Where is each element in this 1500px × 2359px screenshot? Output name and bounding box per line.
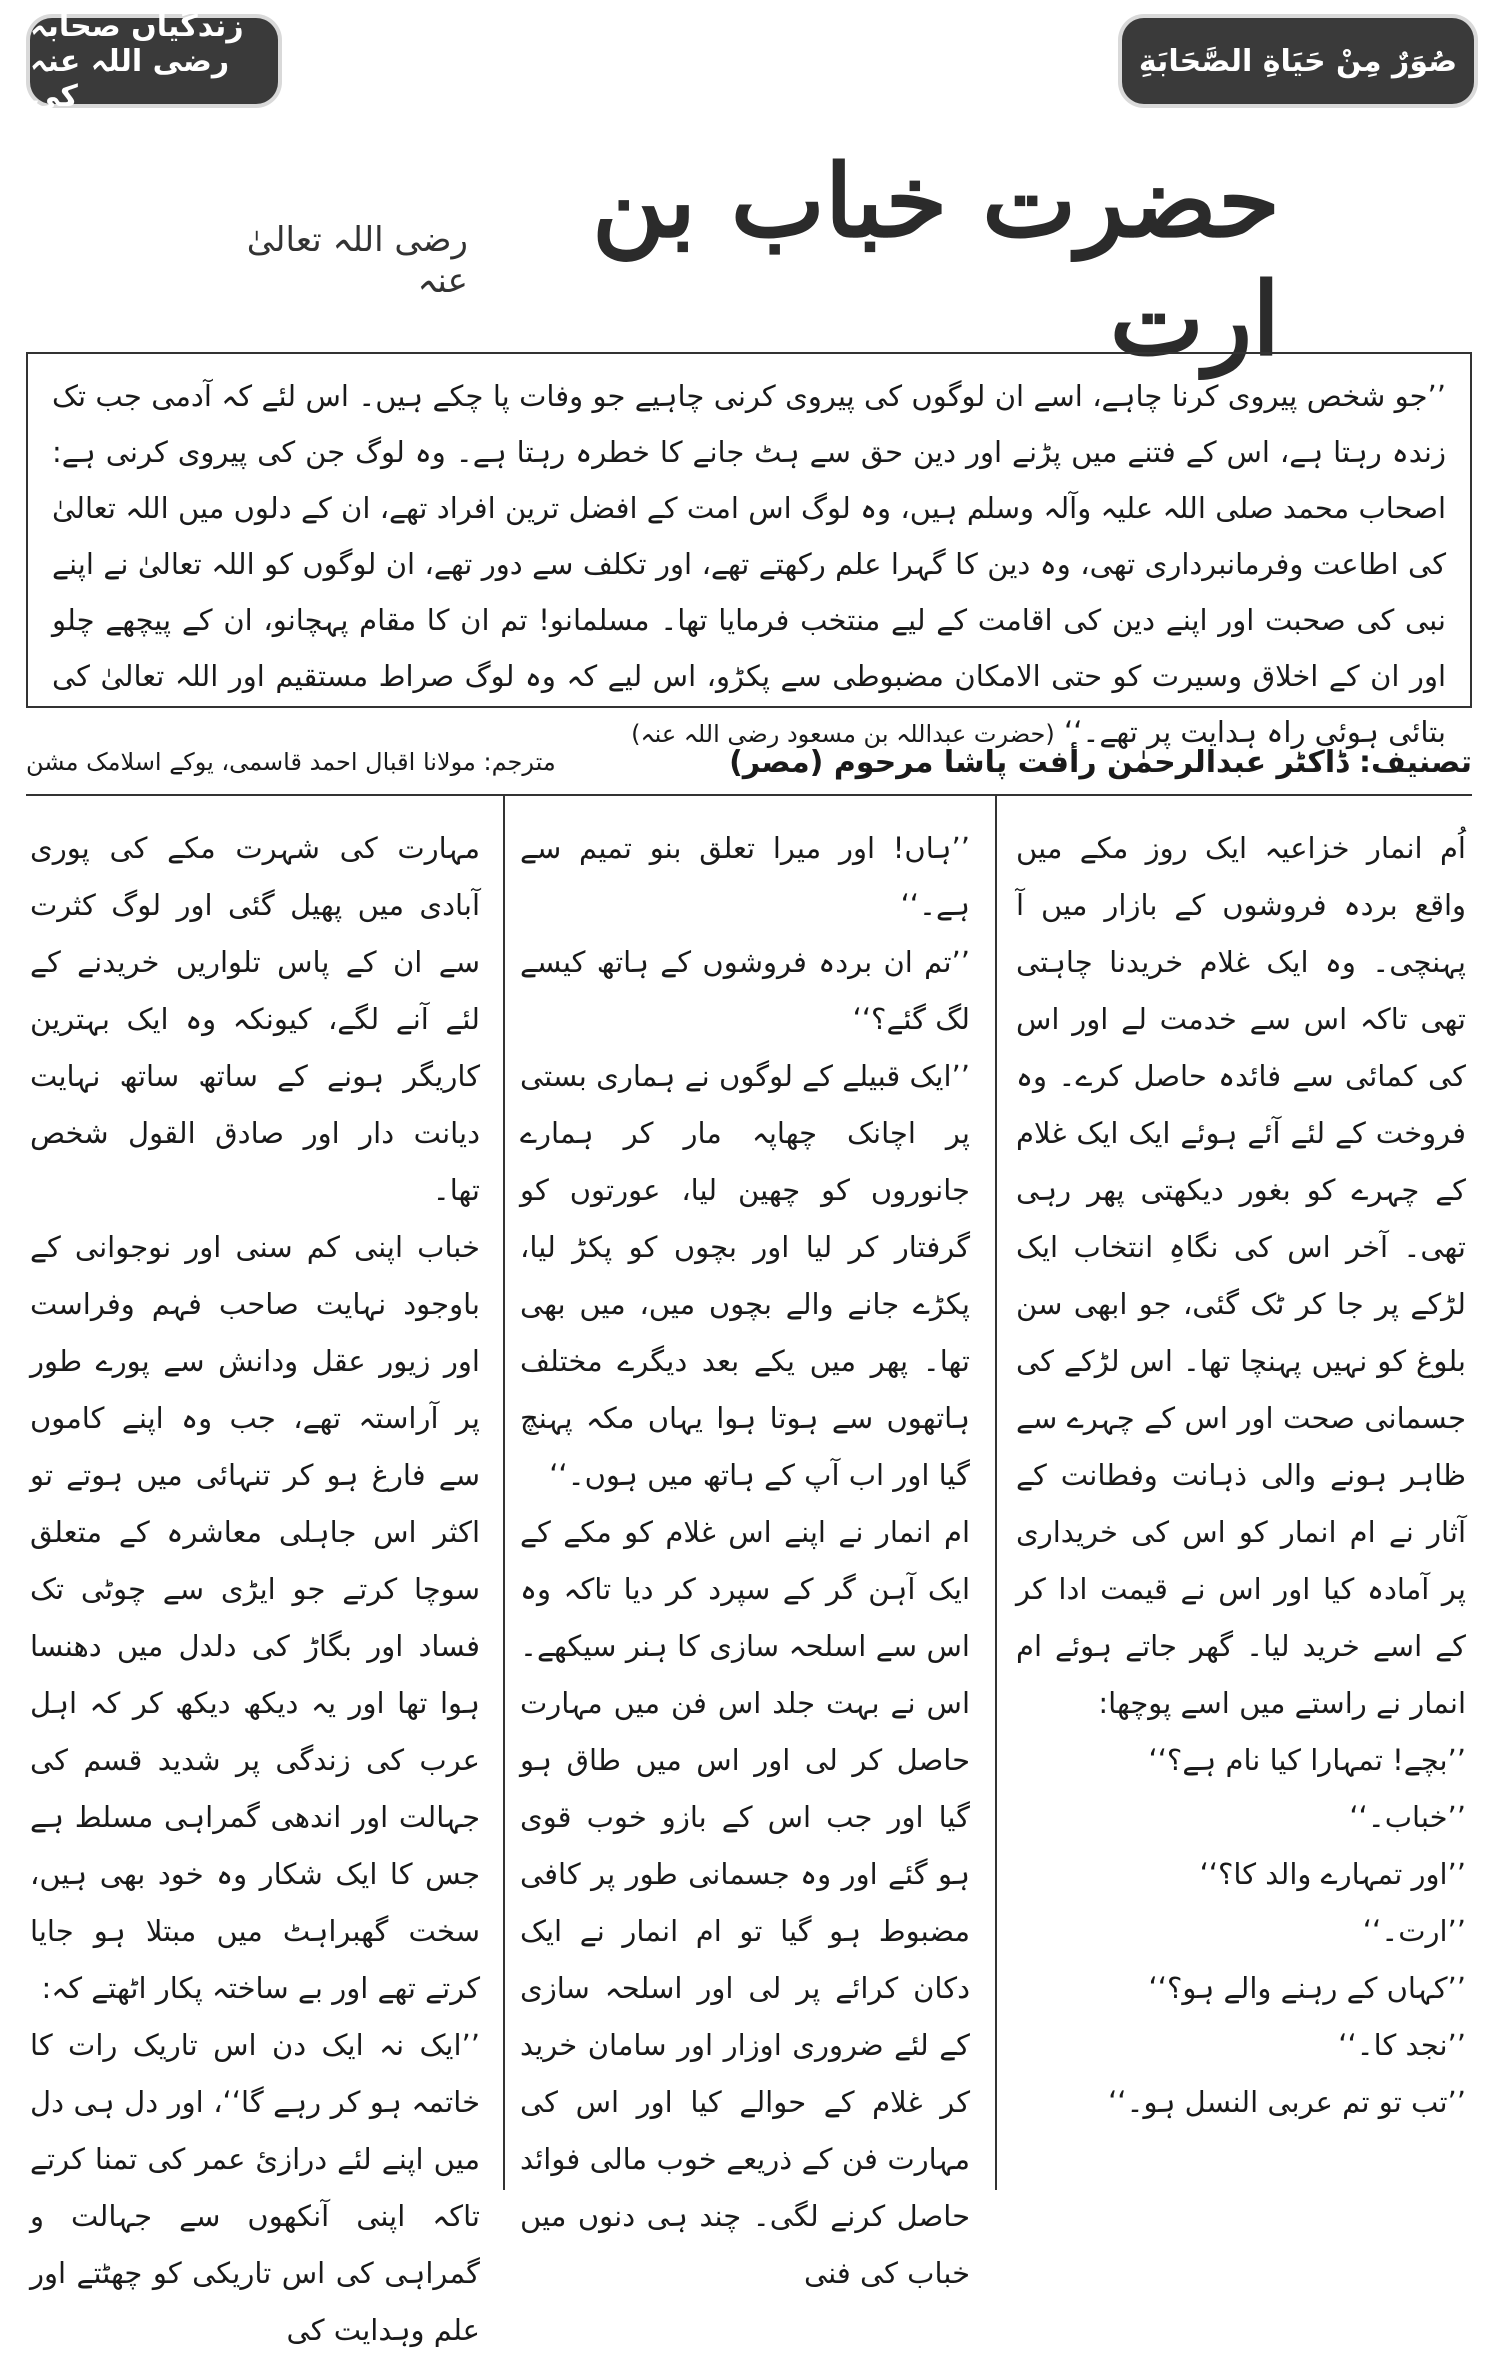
article-title	[220, 142, 1280, 378]
column-paragraph: اُم انمار خزاعیہ ایک روز مکے میں واقع بردہ فروشوں کے بازار میں آ پہنچی۔ وہ ایک غلام خریدنا چاہتی تھی تاکہ اس سے خدمت لے اور اس کی کمائی سے فائدہ حاصل کرے۔ وہ فروخت کے لئے آئے ہوئے ایک ایک غلام کے چہرے کو بغور دیکھتی پھر رہی تھی۔ آخر اس کی نگاہِ انتخاب ایک لڑکے پر جا کر ٹک گئی، جو ابھی سن بلوغ کو نہیں پہنچا تھا۔ اس لڑکے کی جسمانی صحت اور اس کے چہرے سے ظاہر ہونے والی ذہانت وفطانت کے آثار نے ام انمار کو اس کی خریداری پر آمادہ کیا اور اس نے قیمت ادا کر کے اسے خرید لیا۔ گھر جاتے ہوئے ام انمار نے راستے میں اسے پوچھا:	[1016, 831, 1466, 1720]
series-subtitle-badge	[30, 8, 278, 114]
dialogue-line: ’’ایک قبیلے کے لوگوں نے ہماری بستی پر اچانک چھاپہ مار کر ہمارے جانوروں کو چھین لیا، عورتوں کو گرفتار کر لیا اور بچوں کو پکڑ لیا، پکڑے جانے والے بچوں میں، میں بھی تھا۔ پھر میں یکے بعد دیگرے مختلف ہاتھوں سے ہوتا ہوا یہاں مکہ پہنچ گیا اور اب آپ کے ہاتھ میں ہوں۔‘‘	[520, 1059, 970, 1492]
translator-credit: مترجم: مولانا اقبال احمد قاسمی، یوکے اسلامک مشن	[26, 748, 556, 776]
column-right	[1016, 820, 1466, 2190]
column-middle	[520, 820, 970, 2290]
dialogue-line: ’’بچے! تمہارا کیا نام ہے؟‘‘	[1148, 1743, 1466, 1777]
dialogue-line: ’’نجد کا۔‘‘	[1338, 2028, 1466, 2062]
opening-quote-text	[52, 368, 1446, 762]
column-paragraph: خباب اپنی کم سنی اور نوجوانی کے باوجود نہایت صاحب فہم وفراست اور زیور عقل ودانش سے پورے طور پر آراستہ تھے، جب وہ اپنے کاموں سے فارغ ہو کر تنہائی میں ہوتے تو اکثر اس جاہلی معاشرہ کے متعلق سوچا کرتے جو ایڑی سے چوٹی تک فساد اور بگاڑ کی دلدل میں دھنسا ہوا تھا اور یہ دیکھ دیکھ کر کہ اہل عرب کی زندگی پر شدید قسم کی جہالت اور اندھی گمراہی مسلط ہے جس کا ایک شکار وہ خود بھی ہیں، سخت گھبراہٹ میں مبتلا ہو جایا کرتے تھے اور بے ساختہ پکار اٹھتے کہ:	[30, 1230, 480, 2005]
column-left	[30, 820, 480, 2347]
quote-body: ’’جو شخص پیروی کرنا چاہے، اسے ان لوگوں کی پیروی کرنی چاہیے جو وفات پا چکے ہیں۔ اس لئے کہ آدمی جب تک زندہ رہتا ہے، اس کے فتنے میں پڑنے اور دین حق سے ہٹ جانے کا خطرہ رہتا ہے۔ وہ لوگ جن کی پیروی کرنی ہے: اصحاب محمد صلی اللہ علیہ وآلہ وسلم ہیں، وہ لوگ اس امت کے افضل ترین افراد تھے، ان کے دلوں میں اللہ تعالیٰ کی اطاعت وفرمانبرداری تھی، وہ دین کا گہرا علم رکھتے تھے، اور تکلف سے دور تھے، ان لوگوں کو اللہ تعالیٰ نے اپنے نبی کی صحبت اور اپنے دین کی اقامت کے لیے منتخب فرمایا تھا۔ مسلمانو! تم ان کا مقام پہچانو، ان کے پیچھے چلو اور ان کے اخلاق وسیرت کو حتی الامکان مضبوطی سے پکڑو، اس لیے کہ وہ لوگ صراط مستقیم اور اللہ تعالیٰ کی بتائی ہوئی راہ ہدایت پر تھے۔‘‘	[52, 379, 1446, 749]
article-title-main: حضرت خباب بن ارت	[591, 142, 1280, 378]
column-divider-right	[995, 796, 997, 2190]
dialogue-line: ’’تب تو تم عربی النسل ہو۔‘‘	[1108, 2085, 1466, 2119]
opening-quote	[26, 352, 1472, 749]
column-divider-left	[503, 796, 505, 2190]
column-paragraph: ’’ایک نہ ایک دن اس تاریک رات کا خاتمہ ہو کر رہے گا‘‘، اور دل ہی دل میں اپنے لئے درازیٔ عمر کی تمنا کرتے تاکہ اپنی آنکھوں سے جہالت و گمراہی کی اس تاریکی کو چھٹتے اور علم وہدایت کی	[30, 2028, 480, 2347]
dialogue-line: ’’ہاں! اور میرا تعلق بنو تمیم سے ہے۔‘‘	[520, 831, 970, 922]
credits-divider	[26, 794, 1472, 796]
series-subtitle-text: زندگیاں صحابہ رضی اللہ عنہ کی	[30, 8, 244, 114]
dialogue-line: ’’کہاں کے رہنے والے ہو؟‘‘	[1148, 1971, 1466, 2005]
series-badge-text: صُوَرٌ مِنْ حَيَاةِ الصَّحَابَةِ	[1138, 43, 1458, 79]
dialogue-line: ’’ارت۔‘‘	[1362, 1914, 1466, 1948]
article-credits	[26, 742, 1472, 782]
dialogue-line: ’’خباب۔‘‘	[1349, 1800, 1466, 1834]
column-paragraph: ام انمار نے اپنے اس غلام کو مکے کے ایک آہن گر کے سپرد کر دیا تاکہ وہ اس سے اسلحہ سازی کا ہنر سیکھے۔ اس نے بہت جلد اس فن میں مہارت حاصل کر لی اور اس میں طاق ہو گیا اور جب اس کے بازو خوب قوی ہو گئے اور وہ جسمانی طور پر کافی مضبوط ہو گیا تو ام انمار نے ایک دکان کرائے پر لی اور اسلحہ سازی کے لئے ضروری اوزار اور سامان خرید کر غلام کے حوالے کیا اور اس کی مہارت فن کے ذریعے خوب مالی فوائد حاصل کرنے لگی۔ چند ہی دنوں میں خباب کی فنی	[520, 1515, 970, 2290]
series-badge	[1122, 18, 1474, 104]
column-paragraph: مہارت کی شہرت مکے کی پوری آبادی میں پھیل گئی اور لوگ کثرت سے ان کے پاس تلواریں خریدنے کے لئے آنے لگے، کیونکہ وہ ایک بہترین کاریگر ہونے کے ساتھ ساتھ نہایت دیانت دار اور صادق القول شخص تھا۔	[30, 831, 480, 1207]
author-credit: تصنیف: ڈاکٹر عبدالرحمٰن رأفت پاشا مرحوم (مصر)	[729, 744, 1472, 780]
dialogue-line: ’’اور تمہارے والد کا؟‘‘	[1199, 1857, 1466, 1891]
article-title-honorific: رضی اللہ تعالیٰ عنہ	[246, 220, 468, 301]
dialogue-line: ’’تم ان بردہ فروشوں کے ہاتھ کیسے لگ گئے؟‘‘	[520, 945, 970, 1036]
quote-reference: (حضرت عبداللہ بن مسعود رضی اللہ عنہ)	[631, 720, 1055, 748]
